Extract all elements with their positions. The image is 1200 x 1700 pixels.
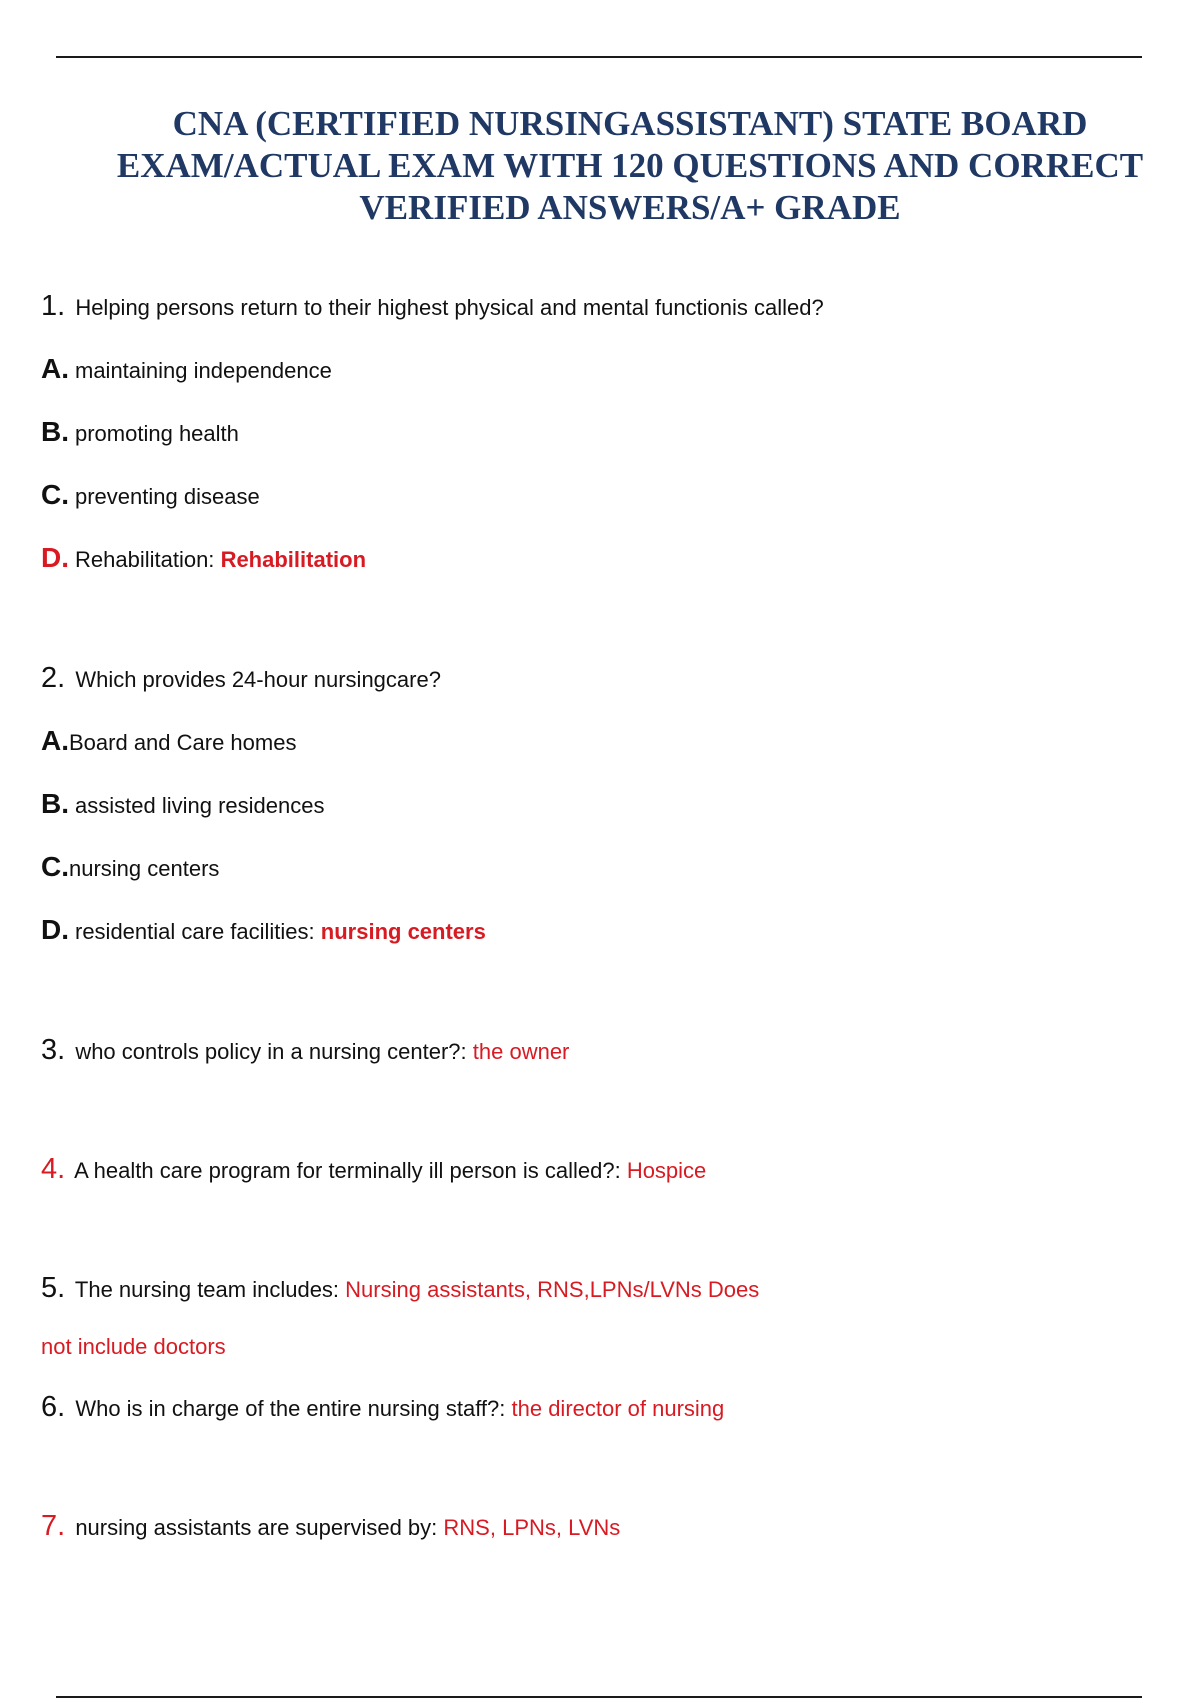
question-5 (41, 1272, 759, 1305)
correct-answer: Nursing assistants, RNS,LPNs/LVNs Does (345, 1277, 760, 1302)
q1-option-a (41, 353, 332, 385)
bottom-rule (56, 1696, 1142, 1698)
q2-option-d (41, 914, 486, 946)
question-text: A health care program for terminally ill person is called?: (74, 1158, 621, 1183)
option-text: nursing centers (69, 856, 220, 881)
correct-answer: the owner (472, 1039, 570, 1064)
q1-option-b (41, 416, 239, 448)
option-text: Board and Care homes (69, 730, 297, 755)
question-5-answer-continued (41, 1334, 226, 1360)
option-text: residential care facilities: (75, 919, 315, 944)
correct-answer: RNS, LPNs, LVNs (443, 1515, 621, 1540)
correct-answer: the director of nursing (511, 1396, 725, 1421)
option-letter: C. (41, 851, 69, 882)
question-number: 5. (41, 1272, 66, 1304)
question-number: 7. (41, 1510, 66, 1542)
correct-answer: nursing centers (320, 919, 486, 944)
question-number: 6. (41, 1391, 66, 1423)
question-number: 3. (41, 1034, 66, 1066)
correct-answer-continued: not include doctors (41, 1334, 226, 1359)
question-number: 1. (41, 290, 66, 322)
option-letter: B. (41, 788, 69, 819)
correct-answer: Hospice (626, 1158, 707, 1183)
option-letter: A. (41, 725, 69, 756)
question-text: Helping persons return to their highest physical and mental functionis called? (75, 295, 824, 320)
question-number: 2. (41, 662, 66, 694)
top-rule (56, 56, 1142, 58)
option-letter: D. (41, 914, 69, 945)
question-text: nursing assistants are supervised by: (75, 1515, 438, 1540)
question-text: Which provides 24-hour nursingcare? (75, 667, 441, 692)
option-letter: C. (41, 479, 69, 510)
question-7 (41, 1510, 620, 1543)
q1-option-c (41, 479, 260, 511)
option-text: assisted living residences (75, 793, 325, 818)
question-2 (41, 662, 441, 695)
q2-option-a (41, 725, 296, 757)
question-text: The nursing team includes: (74, 1277, 340, 1302)
option-text: preventing disease (75, 484, 260, 509)
question-number: 4. (41, 1153, 66, 1185)
q1-option-d (41, 542, 366, 574)
q2-option-b (41, 788, 324, 820)
option-letter: B. (41, 416, 69, 447)
correct-answer: Rehabilitation (220, 547, 367, 572)
question-text: Who is in charge of the entire nursing staff?: (75, 1396, 506, 1421)
question-text: who controls policy in a nursing center?: (75, 1039, 467, 1064)
option-letter: A. (41, 353, 69, 384)
option-text: maintaining independence (75, 358, 332, 383)
option-letter: D. (41, 542, 69, 573)
option-text: Rehabilitation: (75, 547, 215, 572)
question-3 (41, 1034, 569, 1067)
page-title: CNA (CERTIFIED NURSINGASSISTANT) STATE BOARD EXAM/ACTUAL EXAM WITH 120 QUESTIONS AND CORRECT VERIFIED ANSWERS/A+ GRADE (116, 104, 1144, 227)
option-text: promoting health (75, 421, 239, 446)
q2-option-c (41, 851, 219, 883)
question-4 (41, 1153, 706, 1186)
question-1 (41, 290, 824, 323)
question-6 (41, 1391, 724, 1424)
